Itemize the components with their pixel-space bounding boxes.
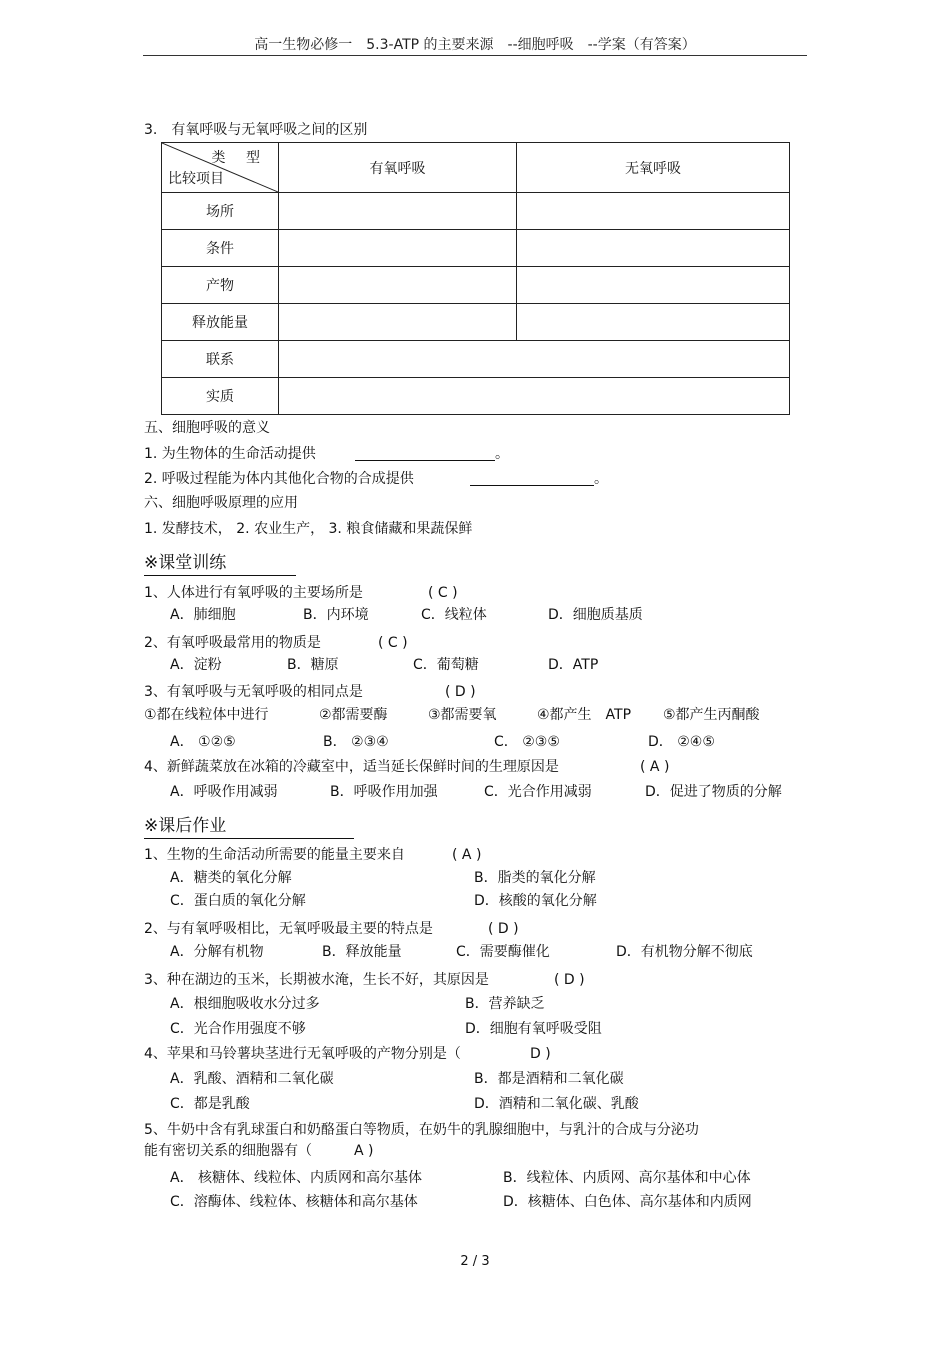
hw-q1-option-d: D．核酸的氧化分解	[474, 893, 597, 909]
hw-q4-option-a: A．乳酸、酒精和二氧化碳	[170, 1071, 334, 1087]
hw-q4-option-b: B．都是酒精和二氧化碳	[474, 1071, 624, 1087]
table-cell	[517, 304, 790, 341]
hw-q4-answer: D )	[530, 1046, 551, 1062]
section5-item2-end: 。	[594, 471, 608, 487]
hw-q1-option-c: C．蛋白质的氧化分解	[170, 893, 306, 909]
hw-q2-stem: 2、与有氧呼吸相比，无氧呼吸最主要的特点是	[144, 921, 433, 937]
table-cell	[279, 378, 790, 415]
cw-q2-option-a: A．淀粉	[170, 657, 222, 673]
cw-q3-stem: 3、有氧呼吸与无氧呼吸的相同点是	[144, 684, 363, 700]
comparison-table	[161, 142, 790, 415]
hw-q5-option-a: A． 核糖体、线粒体、内质网和高尔基体	[170, 1170, 423, 1186]
cw-q4-option-a: A．呼吸作用减弱	[170, 784, 278, 800]
cw-q3-statement-5: ⑤都产生丙酮酸	[663, 707, 760, 723]
hw-q5-option-c: C．溶酶体、线粒体、核糖体和高尔基体	[170, 1194, 418, 1210]
page-header: 高一生物必修一 5.3-ATP 的主要来源 --细胞呼吸 --学案（有答案）	[254, 37, 696, 53]
row-label: 联系	[162, 341, 279, 378]
cw-q1-answer: ( C )	[428, 585, 458, 601]
cw-q2-option-d: D．ATP	[548, 657, 599, 673]
cw-q2-answer: ( C )	[378, 635, 408, 651]
row-label: 场所	[162, 193, 279, 230]
diagonal-header-cell	[162, 143, 279, 193]
table-cell	[279, 304, 517, 341]
table-cell	[279, 341, 790, 378]
cw-q4-option-b: B．呼吸作用加强	[330, 784, 438, 800]
corner-type-label: 类 型	[211, 150, 268, 166]
table-row	[162, 341, 790, 378]
table-cell	[517, 193, 790, 230]
hw-q2-option-c: C．需要酶催化	[456, 944, 550, 960]
table-row	[162, 304, 790, 341]
cw-q1-option-a: A．肺细胞	[170, 607, 236, 623]
cw-q3-statement-2: ②都需要酶	[319, 707, 388, 723]
hw-q2-option-b: B．释放能量	[322, 944, 402, 960]
table-cell	[279, 267, 517, 304]
section6-heading: 六、细胞呼吸原理的应用	[144, 495, 298, 511]
row-label: 释放能量	[162, 304, 279, 341]
table-header-row	[162, 143, 790, 193]
homework-heading-rule	[144, 838, 354, 839]
hw-q3-option-a: A．根细胞吸收水分过多	[170, 996, 320, 1012]
classwork-heading-rule	[144, 575, 296, 576]
hw-q3-stem: 3、种在湖边的玉米，长期被水淹，生长不好，其原因是	[144, 972, 489, 988]
cw-q2-option-c: C．葡萄糖	[413, 657, 479, 673]
cw-q1-option-b: B．内环境	[303, 607, 369, 623]
hw-q5-stem-cont: 能有密切关系的细胞器有（	[144, 1143, 312, 1159]
hw-q3-option-b: B．营养缺乏	[465, 996, 545, 1012]
cw-q3-option-b: B． ②③④	[323, 734, 389, 750]
hw-q5-option-b: B．线粒体、内质网、高尔基体和中心体	[503, 1170, 751, 1186]
cw-q2-stem: 2、有氧呼吸最常用的物质是	[144, 635, 321, 651]
corner-item-label: 比较项目	[168, 171, 224, 187]
row-label: 实质	[162, 378, 279, 415]
col-header-anaerobic: 无氧呼吸	[517, 143, 790, 193]
hw-q3-option-c: C．光合作用强度不够	[170, 1021, 306, 1037]
section6-items: 1. 发酵技术， 2. 农业生产， 3. 粮食储藏和果蔬保鲜	[144, 521, 473, 537]
table-row	[162, 378, 790, 415]
cw-q2-option-b: B．糖原	[287, 657, 339, 673]
section5-heading: 五、细胞呼吸的意义	[144, 420, 270, 436]
hw-q3-option-d: D．细胞有氧呼吸受阻	[465, 1021, 602, 1037]
cw-q3-statement-1: ①都在线粒体中进行	[144, 707, 269, 723]
hw-q1-answer: ( A )	[452, 847, 482, 863]
hw-q1-stem: 1、生物的生命活动所需要的能量主要来自	[144, 847, 405, 863]
cw-q4-option-c: C．光合作用减弱	[484, 784, 592, 800]
hw-q5-option-d: D．核糖体、白色体、高尔基体和内质网	[503, 1194, 752, 1210]
cw-q3-option-a: A． ①②⑤	[170, 734, 236, 750]
page-number: 2 / 3	[460, 1254, 490, 1269]
table-heading: 3. 有氧呼吸与无氧呼吸之间的区别	[144, 122, 368, 138]
homework-heading: ※课后作业	[144, 816, 227, 836]
hw-q5-stem: 5、牛奶中含有乳球蛋白和奶酪蛋白等物质，在奶牛的乳腺细胞中，与乳汁的合成与分泌功	[144, 1122, 699, 1138]
hw-q2-answer: ( D )	[488, 921, 519, 937]
hw-q4-stem: 4、苹果和马铃薯块茎进行无氧呼吸的产物分别是（	[144, 1046, 461, 1062]
cw-q3-statement-3: ③都需要氧	[428, 707, 497, 723]
hw-q1-option-b: B．脂类的氧化分解	[474, 870, 596, 886]
hw-q2-option-d: D．有机物分解不彻底	[616, 944, 753, 960]
hw-q4-option-c: C．都是乳酸	[170, 1096, 250, 1112]
table-cell	[279, 230, 517, 267]
table-cell	[279, 193, 517, 230]
cw-q1-option-c: C．线粒体	[421, 607, 487, 623]
hw-q4-option-d: D．酒精和二氧化碳、乳酸	[474, 1096, 639, 1112]
blank-line	[355, 460, 495, 461]
cw-q3-option-c: C． ②③⑤	[494, 734, 560, 750]
row-label: 条件	[162, 230, 279, 267]
cw-q4-answer: ( A )	[640, 759, 670, 775]
row-label: 产物	[162, 267, 279, 304]
header-rule	[143, 55, 807, 56]
cw-q1-option-d: D．细胞质基质	[548, 607, 643, 623]
cw-q3-answer: ( D )	[445, 684, 476, 700]
cw-q4-option-d: D．促进了物质的分解	[645, 784, 782, 800]
section5-item1-end: 。	[495, 446, 509, 462]
hw-q2-option-a: A．分解有机物	[170, 944, 264, 960]
table-row	[162, 193, 790, 230]
section5-item1: 1. 为生物体的生命活动提供	[144, 446, 316, 462]
col-header-aerobic: 有氧呼吸	[279, 143, 517, 193]
cw-q3-statement-4: ④都产生 ATP	[537, 707, 632, 723]
cw-q3-option-d: D． ②④⑤	[648, 734, 715, 750]
hw-q1-option-a: A．糖类的氧化分解	[170, 870, 292, 886]
blank-line	[470, 485, 594, 486]
hw-q3-answer: ( D )	[554, 972, 585, 988]
cw-q4-stem: 4、新鲜蔬菜放在冰箱的冷藏室中，适当延长保鲜时间的生理原因是	[144, 759, 559, 775]
table-cell	[517, 230, 790, 267]
section5-item2: 2. 呼吸过程能为体内其他化合物的合成提供	[144, 471, 414, 487]
classwork-heading: ※课堂训练	[144, 553, 227, 573]
table-row	[162, 230, 790, 267]
table-cell	[517, 267, 790, 304]
hw-q5-answer: A )	[354, 1143, 374, 1159]
cw-q1-stem: 1、人体进行有氧呼吸的主要场所是	[144, 585, 363, 601]
table-row	[162, 267, 790, 304]
